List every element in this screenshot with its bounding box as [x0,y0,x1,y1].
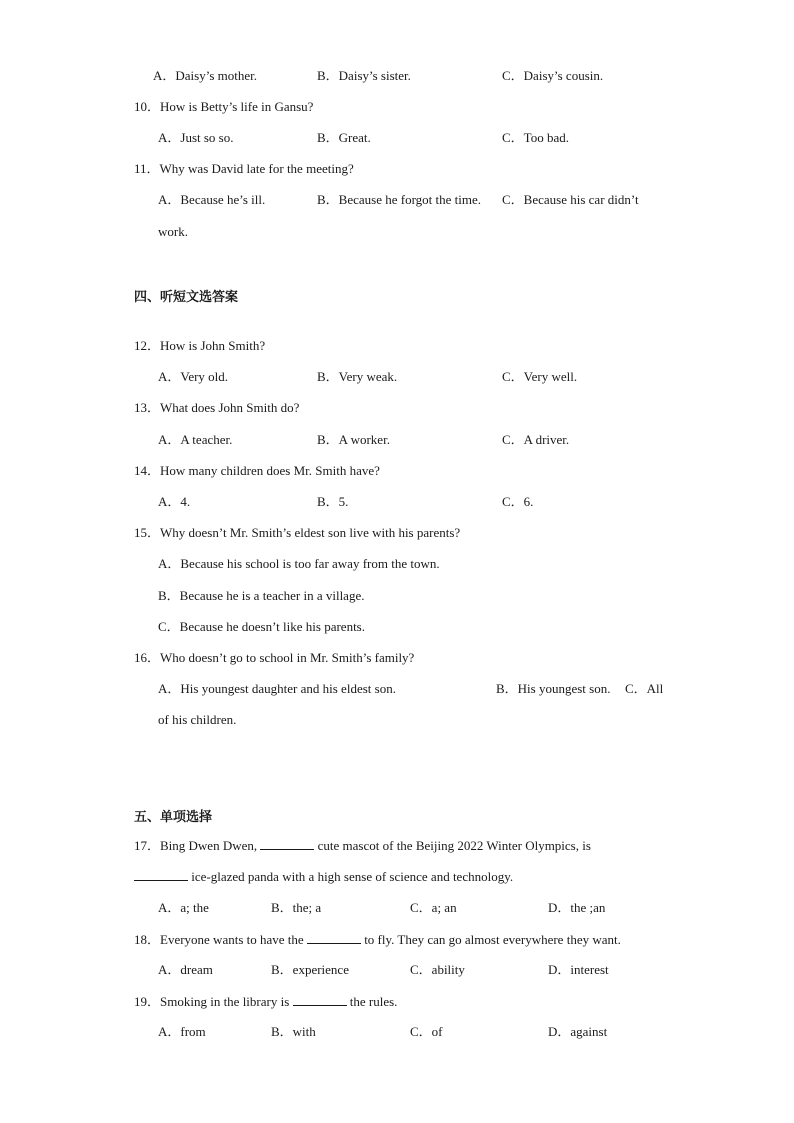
q17-option-a: A．a; the [158,900,209,915]
q15-stem: 15．Why doesn’t Mr. Smith’s eldest son live with his parents? [134,525,461,540]
q11-stem: 11．Why was David late for the meeting? [134,161,354,176]
q17-stem-part-1: 17．Bing Dwen Dwen, [134,838,258,853]
q18-stem-part-1: 18．Everyone wants to have the [134,932,304,947]
q18-stem [134,931,621,948]
q14-stem: 14．How many children does Mr. Smith have? [134,463,380,478]
q19-option-c: C．of [410,1024,443,1039]
q11-option-a: A．Because he’s ill. [158,192,266,207]
q18-option-a: A．dream [158,962,213,977]
q13-stem: 13．What does John Smith do? [134,400,300,415]
q19-option-b: B．with [271,1024,316,1039]
q12-stem: 12．How is John Smith? [134,338,266,353]
q19-option-a: A．from [158,1024,206,1039]
q16-option-b: B．His youngest son. [496,681,611,696]
q12-option-b: B．Very weak. [317,369,398,384]
q13-option-c: C．A driver. [502,432,570,447]
q17-line-1 [134,837,591,854]
q18-option-b: B．experience [271,962,349,977]
q11-option-c: C．Because his car didn’t [502,192,639,207]
q17-option-c: C．a; an [410,900,457,915]
q18-option-c: C．ability [410,962,465,977]
q19-stem-part-2: the rules. [349,994,398,1009]
q16-option-c: C．All [625,681,664,696]
q10-option-c: C．Too bad. [502,130,569,145]
q14-option-a: A．4. [158,494,191,509]
q9-option-b: B．Daisy’s sister. [317,68,411,83]
q12-option-a: A．Very old. [158,369,229,384]
q17-line-2 [134,868,513,885]
q15-option-b: B．Because he is a teacher in a village. [158,588,365,603]
q16-option-a: A．His youngest daughter and his eldest son. [158,681,396,696]
q10-option-b: B．Great. [317,130,371,145]
q15-option-a: A．Because his school is too far away from the town. [158,556,440,571]
section-5-heading: 五、单项选择 [134,810,213,825]
q17-blank-1 [260,837,314,850]
q18-option-d: D．interest [548,962,609,977]
q12-option-c: C．Very well. [502,369,578,384]
q17-stem-part-2: cute mascot of the Beijing 2022 Winter Olympics, is [317,838,591,853]
q10-stem: 10．How is Betty’s life in Gansu? [134,99,314,114]
q18-blank [307,931,361,944]
q17-option-b: B．the; a [271,900,322,915]
section-4-heading: 四、听短文选答案 [134,290,239,305]
q16-option-c-wrap: of his children. [158,712,237,727]
q17-blank-2 [134,868,188,881]
q13-option-a: A．A teacher. [158,432,233,447]
q9-option-a: A．Daisy’s mother. [153,68,257,83]
q10-option-a: A．Just so so. [158,130,234,145]
q15-option-c: C．Because he doesn’t like his parents. [158,619,365,634]
q18-stem-part-2: to fly. They can go almost everywhere they want. [364,932,621,947]
q9-option-c: C．Daisy’s cousin. [502,68,604,83]
q14-option-c: C．6. [502,494,534,509]
q17-option-d: D．the ;an [548,900,606,915]
q11-option-b: B．Because he forgot the time. [317,192,482,207]
q19-blank [293,993,347,1006]
q17-stem-part-3: ice-glazed panda with a high sense of science and technology. [191,869,514,884]
q16-stem: 16．Who doesn’t go to school in Mr. Smith’s family? [134,650,415,665]
q11-option-c-wrap: work. [158,224,188,239]
q19-stem [134,993,397,1010]
q19-option-d: D．against [548,1024,608,1039]
q19-stem-part-1: 19．Smoking in the library is [134,994,290,1009]
q14-option-b: B．5. [317,494,349,509]
q13-option-b: B．A worker. [317,432,390,447]
